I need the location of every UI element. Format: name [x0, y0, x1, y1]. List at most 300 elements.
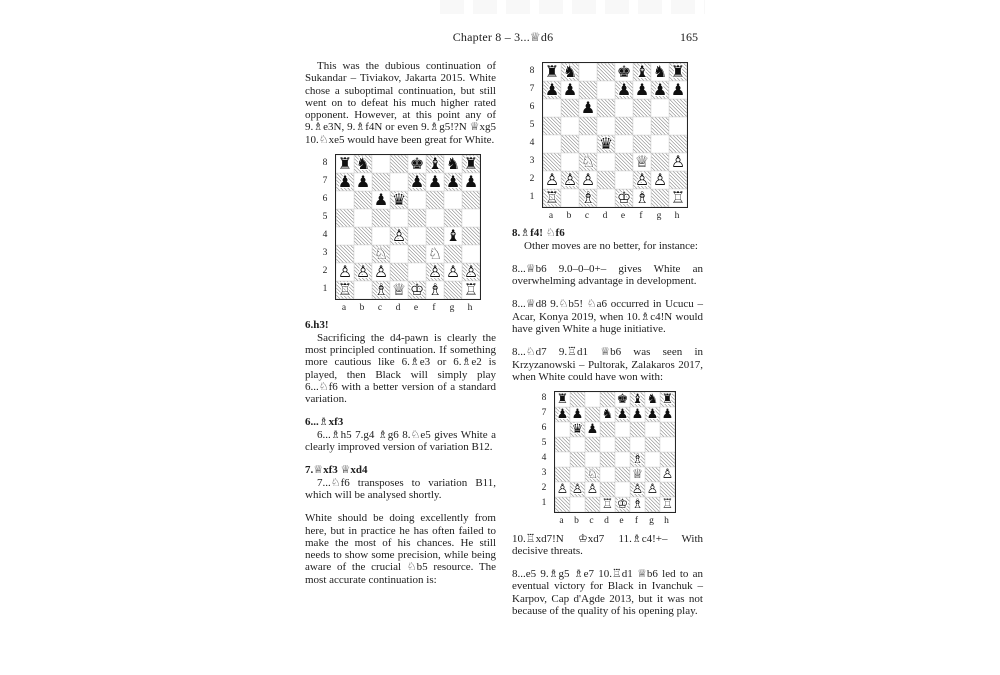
board-square [570, 407, 585, 422]
board-square [426, 281, 444, 299]
paragraph-variation: 8...e5 9.♗g5 ♗e7 10.♖d1 ♕b6 led to an eventual victory for Black in Ivanchuk – Karpov, Cap d'Agde 2013, but it was not because of the quality of his opening play. [512, 568, 703, 618]
board-square [630, 452, 645, 467]
board-square [372, 281, 390, 299]
board-square [585, 422, 600, 437]
chess-diagram-3 [539, 391, 676, 527]
board-square [444, 209, 462, 227]
rank-label: 4 [541, 453, 547, 464]
board-square [615, 99, 633, 117]
rank-label: 1 [541, 498, 547, 509]
board-square [354, 209, 372, 227]
paragraph-variation: 10.♖xd7!N ♔xd7 11.♗c4!+– With decisive threats. [512, 532, 703, 557]
board-square [615, 189, 633, 207]
diagram-row [320, 154, 481, 300]
board-square [579, 153, 597, 171]
board-square [645, 482, 660, 497]
chapter-title: Chapter 8 – 3...♕d6 [452, 30, 554, 44]
file-labels [554, 515, 676, 527]
board-square [669, 99, 687, 117]
board-square [336, 263, 354, 281]
file-label: d [604, 516, 609, 527]
board-square [426, 173, 444, 191]
white-pawn-icon: ♙ [544, 170, 560, 189]
board-square [354, 191, 372, 209]
board-square [669, 153, 687, 171]
rank-label: 2 [529, 174, 535, 184]
board-square [630, 497, 645, 512]
black-bishop-icon: ♝ [427, 154, 443, 174]
file-label: g [649, 516, 654, 527]
board-square [630, 482, 645, 497]
diagram-row [527, 62, 688, 208]
black-queen-icon: ♛ [391, 190, 407, 210]
board-square [390, 281, 408, 299]
rank-label: 8 [541, 393, 547, 404]
board-square [660, 452, 675, 467]
board-square [555, 452, 570, 467]
board-square [660, 422, 675, 437]
board-square [336, 173, 354, 191]
black-pawn-icon: ♟ [616, 407, 629, 423]
board-square [354, 155, 372, 173]
rank-labels [320, 154, 330, 298]
paragraph-variation: 8...♕d8 9.♘b5! ♘a6 occurred in Ucucu – Acar, Konya 2019, when 10.♗c4!N would have given White a huge initiative. [512, 298, 703, 336]
white-pawn-icon: ♙ [427, 262, 443, 282]
board-square [669, 63, 687, 81]
board-square [543, 117, 561, 135]
board-square [633, 171, 651, 189]
file-label: e [620, 211, 626, 221]
board-square [645, 452, 660, 467]
board-square [600, 452, 615, 467]
board-square [462, 245, 480, 263]
black-queen-icon: ♛ [598, 134, 614, 153]
white-pawn-icon: ♙ [661, 467, 674, 483]
board-square [645, 422, 660, 437]
board-square [633, 135, 651, 153]
board-square [579, 81, 597, 99]
black-pawn-icon: ♟ [463, 172, 479, 192]
rank-labels [527, 62, 537, 206]
board-square [615, 497, 630, 512]
black-pawn-icon: ♟ [634, 80, 650, 99]
board-square [408, 191, 426, 209]
board-square [444, 173, 462, 191]
white-bishop-icon: ♗ [427, 280, 443, 300]
board-square [543, 189, 561, 207]
board-square [585, 467, 600, 482]
black-king-icon: ♚ [616, 62, 632, 81]
white-queen-icon: ♕ [391, 280, 407, 300]
board-square [390, 245, 408, 263]
file-label: f [432, 303, 436, 314]
board-square [660, 407, 675, 422]
black-rook-icon: ♜ [337, 154, 353, 174]
board-square [615, 63, 633, 81]
file-label: e [619, 516, 624, 527]
board-square [630, 467, 645, 482]
black-pawn-icon: ♟ [409, 172, 425, 192]
board-square [615, 117, 633, 135]
board-square [336, 191, 354, 209]
file-label: d [602, 211, 608, 221]
board-square [555, 497, 570, 512]
white-queen-icon: ♕ [631, 467, 644, 483]
black-pawn-icon: ♟ [337, 172, 353, 192]
white-bishop-icon: ♗ [631, 452, 644, 468]
file-label: c [377, 303, 383, 314]
white-rook-icon: ♖ [661, 497, 674, 513]
board-square [633, 81, 651, 99]
board-square [390, 209, 408, 227]
board-square [651, 171, 669, 189]
board-square [600, 437, 615, 452]
file-label: h [467, 303, 473, 314]
board-square [462, 227, 480, 245]
board-square [630, 422, 645, 437]
file-label: g [449, 303, 455, 314]
rank-label: 3 [541, 468, 547, 479]
board-square [462, 173, 480, 191]
board-square [462, 263, 480, 281]
board-square [555, 437, 570, 452]
rank-label: 2 [322, 266, 328, 277]
file-label: b [566, 211, 572, 221]
board-square [615, 437, 630, 452]
board-square [633, 99, 651, 117]
board-square [669, 81, 687, 99]
black-bishop-icon: ♝ [634, 62, 650, 81]
board-square [660, 497, 675, 512]
white-pawn-icon: ♙ [391, 226, 407, 246]
board-square [408, 173, 426, 191]
board-square [597, 81, 615, 99]
black-knight-icon: ♞ [355, 154, 371, 174]
board-square [645, 407, 660, 422]
rank-label: 4 [322, 230, 328, 241]
board-square [633, 153, 651, 171]
board-square [336, 227, 354, 245]
board-square [669, 171, 687, 189]
board-square [597, 189, 615, 207]
board-square [336, 209, 354, 227]
file-label: d [395, 303, 401, 314]
white-rook-icon: ♖ [463, 280, 479, 300]
paragraph: White should be doing excellently from here, but in practice he has often failed to make the most of his chances. He still needs to show some precision, while being aware of the crucial ♘b5 resource. The most accurate continuation is: [305, 512, 496, 586]
white-pawn-icon: ♙ [445, 262, 461, 282]
board-square [660, 392, 675, 407]
board-square [597, 63, 615, 81]
black-pawn-icon: ♟ [652, 80, 668, 99]
board-square [669, 117, 687, 135]
black-rook-icon: ♜ [544, 62, 560, 81]
board-square [561, 135, 579, 153]
board-square [615, 467, 630, 482]
board-square [600, 482, 615, 497]
rank-label: 2 [541, 483, 547, 494]
white-bishop-icon: ♗ [373, 280, 389, 300]
paragraph-intro: This was the dubious continuation of Sukandar – Tiviakov, Jakarta 2015. White chose a suboptimal continuation, but still went on to defeat his much higher rated opponent. However, at this point any of 9.♗e3N, 9.♗f4N or even 9.♗g5!?N ♕xg5 10.♘xe5 would have been great for White. [305, 60, 496, 146]
file-label: b [359, 303, 365, 314]
board-square [555, 407, 570, 422]
black-pawn-icon: ♟ [646, 407, 659, 423]
board-square [615, 452, 630, 467]
file-label: a [548, 211, 554, 221]
rank-label: 7 [529, 84, 535, 94]
board-square [651, 117, 669, 135]
move-heading-8bf4: 8.♗f4! ♘f6 [512, 227, 565, 240]
board-square [570, 422, 585, 437]
board-square [462, 191, 480, 209]
board-square [408, 263, 426, 281]
rank-label: 5 [529, 120, 535, 130]
board-square [579, 171, 597, 189]
board-square [669, 189, 687, 207]
board-square [561, 171, 579, 189]
black-pawn-icon: ♟ [562, 80, 578, 99]
board-square [645, 437, 660, 452]
board-square [561, 189, 579, 207]
board-square [660, 437, 675, 452]
board-square [372, 191, 390, 209]
board-square [633, 189, 651, 207]
board-square [408, 155, 426, 173]
black-pawn-icon: ♟ [670, 80, 686, 99]
paragraph: Sacrificing the d4-pawn is clearly the most principled continuation. If something more cautious like 6.♗e3 or 6.♗e2 is played, then Black will simply play 6...♘f6 with a better version of a standard variation. [305, 331, 496, 406]
board-square [336, 155, 354, 173]
rank-label: 7 [322, 176, 328, 187]
black-pawn-icon: ♟ [355, 172, 371, 192]
black-knight-icon: ♞ [562, 62, 578, 81]
diagram-row [539, 391, 676, 513]
chess-diagram-1 [320, 154, 481, 314]
file-label: g [656, 211, 662, 221]
board-square [600, 422, 615, 437]
black-rook-icon: ♜ [556, 392, 569, 408]
rank-label: 8 [322, 158, 328, 169]
black-knight-icon: ♞ [652, 62, 668, 81]
board-square [426, 263, 444, 281]
board-square [570, 467, 585, 482]
board-square [408, 281, 426, 299]
board-square [645, 497, 660, 512]
file-label: f [639, 211, 643, 221]
page-number: 165 [680, 30, 698, 44]
white-knight-icon: ♘ [427, 244, 443, 264]
board-square [561, 117, 579, 135]
board-square [570, 452, 585, 467]
board-square [615, 153, 633, 171]
board-square [597, 153, 615, 171]
black-rook-icon: ♜ [463, 154, 479, 174]
board-square [444, 245, 462, 263]
board-square [651, 135, 669, 153]
content-columns [305, 57, 703, 617]
black-queen-icon: ♛ [571, 422, 584, 438]
white-knight-icon: ♘ [373, 244, 389, 264]
board-square [615, 81, 633, 99]
file-label: c [584, 211, 590, 221]
board-square [651, 81, 669, 99]
white-king-icon: ♔ [409, 280, 425, 300]
board-square [615, 135, 633, 153]
board-square [570, 497, 585, 512]
white-pawn-icon: ♙ [463, 262, 479, 282]
board-square [426, 227, 444, 245]
board-square [354, 263, 372, 281]
file-label: h [674, 211, 680, 221]
white-king-icon: ♔ [616, 188, 632, 207]
move-heading-6bxf3: 6...♗xf3 [305, 416, 344, 429]
board-square [651, 189, 669, 207]
board-square [354, 245, 372, 263]
black-pawn-icon: ♟ [571, 407, 584, 423]
board-square [600, 467, 615, 482]
file-labels [335, 302, 481, 314]
white-rook-icon: ♖ [601, 497, 614, 513]
board-square [555, 482, 570, 497]
board-square [543, 63, 561, 81]
board-square [585, 497, 600, 512]
scan-artifact-strip [440, 0, 705, 14]
board-square [645, 467, 660, 482]
board-square [630, 437, 645, 452]
board-square [426, 209, 444, 227]
board-square [597, 135, 615, 153]
white-pawn-icon: ♙ [571, 482, 584, 498]
board-square [372, 155, 390, 173]
white-pawn-icon: ♙ [337, 262, 353, 282]
board-square [561, 153, 579, 171]
board-square [579, 117, 597, 135]
black-bishop-icon: ♝ [631, 392, 644, 408]
board-square [561, 99, 579, 117]
board-square [462, 281, 480, 299]
board-square [444, 281, 462, 299]
black-pawn-icon: ♟ [556, 407, 569, 423]
move-heading-6h3: 6.h3! [305, 319, 329, 332]
black-pawn-icon: ♟ [586, 422, 599, 438]
white-pawn-icon: ♙ [580, 170, 596, 189]
white-pawn-icon: ♙ [670, 152, 686, 171]
chess-diagram-2 [527, 62, 688, 222]
black-knight-icon: ♞ [646, 392, 659, 408]
board-square [543, 135, 561, 153]
board-square [426, 245, 444, 263]
board-square [555, 392, 570, 407]
board-square [579, 189, 597, 207]
file-label: a [341, 303, 347, 314]
white-king-icon: ♔ [616, 497, 629, 513]
paragraph-variation: 8...♘d7 9.♖d1 ♕b6 was seen in Krzyzanowski – Pultorak, Zalakaros 2017, when White could have won with: [512, 346, 703, 383]
board-square [555, 422, 570, 437]
board-square [390, 263, 408, 281]
white-rook-icon: ♖ [337, 280, 353, 300]
board-square [444, 227, 462, 245]
board-square [615, 482, 630, 497]
rank-labels [539, 391, 549, 511]
board-square [390, 155, 408, 173]
white-queen-icon: ♕ [634, 152, 650, 171]
white-rook-icon: ♖ [670, 188, 686, 207]
board-square [579, 99, 597, 117]
board-square [462, 209, 480, 227]
chess-board-1 [335, 154, 481, 300]
white-pawn-icon: ♙ [556, 482, 569, 498]
black-pawn-icon: ♟ [373, 190, 389, 210]
rank-label: 6 [322, 194, 328, 205]
board-square [372, 227, 390, 245]
move-heading-7qxf3: 7.♕xf3 ♕xd4 [305, 464, 368, 477]
board-square [444, 263, 462, 281]
black-pawn-icon: ♟ [580, 98, 596, 117]
board-square [543, 171, 561, 189]
rank-label: 5 [541, 438, 547, 449]
board-square [585, 482, 600, 497]
board-square [462, 155, 480, 173]
board-square [372, 245, 390, 263]
board-square [408, 209, 426, 227]
rank-label: 1 [322, 284, 328, 295]
board-square [336, 245, 354, 263]
rank-label: 8 [529, 66, 535, 76]
board-square [585, 452, 600, 467]
board-square [579, 135, 597, 153]
board-square [354, 173, 372, 191]
board-square [585, 392, 600, 407]
black-rook-icon: ♜ [661, 392, 674, 408]
board-square [444, 155, 462, 173]
white-pawn-icon: ♙ [355, 262, 371, 282]
board-square [633, 63, 651, 81]
rank-label: 5 [322, 212, 328, 223]
board-square [570, 482, 585, 497]
board-square [372, 209, 390, 227]
board-square [426, 191, 444, 209]
chess-board-3 [554, 391, 676, 513]
board-square [570, 437, 585, 452]
black-pawn-icon: ♟ [616, 80, 632, 99]
board-square [570, 392, 585, 407]
board-square [630, 392, 645, 407]
white-pawn-icon: ♙ [562, 170, 578, 189]
board-square [543, 81, 561, 99]
board-square [645, 392, 660, 407]
black-pawn-icon: ♟ [445, 172, 461, 192]
file-label: c [589, 516, 594, 527]
black-knight-icon: ♞ [445, 154, 461, 174]
black-knight-icon: ♞ [601, 407, 614, 423]
board-square [543, 153, 561, 171]
paragraph: 7...♘f6 transposes to variation B11, which will be analysed shortly. [305, 476, 496, 501]
black-pawn-icon: ♟ [631, 407, 644, 423]
black-king-icon: ♚ [616, 392, 629, 408]
board-square [579, 63, 597, 81]
file-label: a [559, 516, 564, 527]
board-square [390, 173, 408, 191]
white-bishop-icon: ♗ [580, 188, 596, 207]
board-square [426, 155, 444, 173]
file-label: b [574, 516, 579, 527]
board-square [444, 191, 462, 209]
rank-label: 6 [541, 423, 547, 434]
board-square [585, 437, 600, 452]
chess-board-2 [542, 62, 688, 208]
board-square [651, 99, 669, 117]
board-square [651, 153, 669, 171]
rank-label: 3 [322, 248, 328, 259]
paragraph: Other moves are no better, for instance: [524, 239, 698, 252]
